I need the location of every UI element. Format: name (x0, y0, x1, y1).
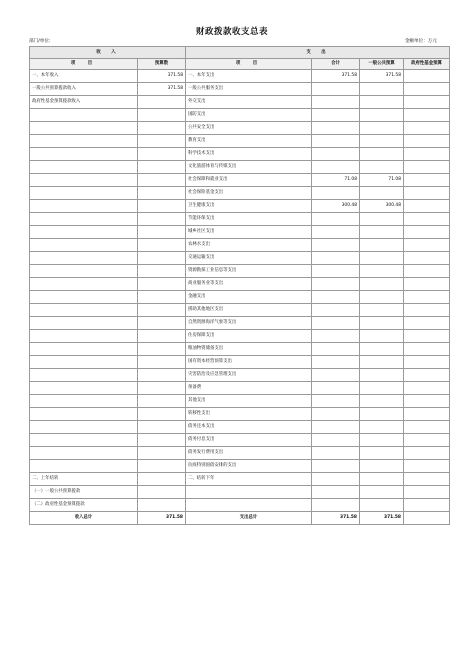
table-row (30, 434, 450, 447)
income-item-cell (30, 369, 138, 382)
expense-general-cell (360, 161, 404, 174)
income-item-cell (30, 447, 138, 460)
expense-general-cell: 71.08 (360, 174, 404, 187)
expense-item-cell: 抗疫特别国债安排的支出 (186, 460, 312, 473)
income-item-cell (30, 343, 138, 356)
expense-fund-cell (404, 109, 450, 122)
income-item-cell (30, 226, 138, 239)
table-row (30, 421, 450, 434)
expense-item-cell (186, 486, 312, 499)
expense-total-value: 371.58 (312, 512, 360, 525)
income-amount-cell (138, 395, 186, 408)
income-item-cell (30, 291, 138, 304)
expense-general-cell (360, 356, 404, 369)
table-row (30, 200, 450, 213)
table-row (30, 239, 450, 252)
expense-item-cell: 城乡社区支出 (186, 226, 312, 239)
expense-general-cell (360, 369, 404, 382)
expense-item-cell: 科学技术支出 (186, 148, 312, 161)
expense-general-cell (360, 226, 404, 239)
income-item-cell (30, 382, 138, 395)
expense-fund-cell (404, 213, 450, 226)
income-item-cell (30, 239, 138, 252)
expense-total-cell (312, 122, 360, 135)
income-amount-cell (138, 408, 186, 421)
expense-general-cell (360, 447, 404, 460)
expense-fund-cell (404, 460, 450, 473)
expense-total-cell (312, 317, 360, 330)
expense-total-cell (312, 304, 360, 317)
expense-total-cell (312, 148, 360, 161)
expense-fund-cell (404, 83, 450, 96)
budget-amount-header: 预算数 (138, 59, 186, 70)
expense-total-cell (312, 161, 360, 174)
expense-item-cell: 交通运输支出 (186, 252, 312, 265)
expense-general-total-value: 371.58 (360, 512, 404, 525)
income-item-cell (30, 109, 138, 122)
expense-fund-cell (404, 161, 450, 174)
expense-total-cell (312, 369, 360, 382)
expense-item-cell: 灾害防治及应急管理支出 (186, 369, 312, 382)
income-amount-cell (138, 421, 186, 434)
expense-total-cell: 71.08 (312, 174, 360, 187)
expense-item-cell: 外交支出 (186, 96, 312, 109)
income-amount-cell (138, 473, 186, 486)
table-row (30, 96, 450, 109)
table-row (30, 291, 450, 304)
expense-total-cell (312, 343, 360, 356)
income-total-value: 371.58 (138, 512, 186, 525)
table-row (30, 343, 450, 356)
expense-total-cell (312, 408, 360, 421)
table-row (30, 226, 450, 239)
expense-item-cell: 教育支出 (186, 135, 312, 148)
expense-item-cell: 一般公共服务支出 (186, 83, 312, 96)
expense-fund-cell (404, 395, 450, 408)
expense-fund-cell (404, 304, 450, 317)
income-total-label: 收入总计 (30, 512, 138, 525)
income-item-cell (30, 135, 138, 148)
income-item-cell (30, 161, 138, 174)
unit-label: 部门/单位: (29, 39, 51, 44)
income-amount-cell (138, 369, 186, 382)
income-item-cell (30, 278, 138, 291)
gov-fund-header: 政府性基金预算 (404, 59, 450, 70)
income-section-header: 收 入 (30, 47, 186, 59)
table-row (30, 369, 450, 382)
expense-item-cell: 资源勘探工业信息等支出 (186, 265, 312, 278)
expense-total-cell (312, 226, 360, 239)
expense-section-header: 支 出 (186, 47, 450, 59)
income-item-cell (30, 213, 138, 226)
table-row (30, 395, 450, 408)
expense-general-cell (360, 122, 404, 135)
income-item-cell (30, 148, 138, 161)
expense-fund-cell (404, 330, 450, 343)
income-amount-cell (138, 213, 186, 226)
table-row (30, 161, 450, 174)
table-row (30, 252, 450, 265)
expense-general-cell (360, 343, 404, 356)
expense-fund-cell (404, 382, 450, 395)
expense-general-cell (360, 382, 404, 395)
income-item-cell: 政府性基金预算拨款收入 (30, 96, 138, 109)
income-item-cell (30, 317, 138, 330)
income-item-cell: 一、本年收入 (30, 70, 138, 83)
expense-general-cell (360, 499, 404, 512)
expense-item-cell: 债务还本支出 (186, 421, 312, 434)
expense-general-cell (360, 486, 404, 499)
table-row (30, 408, 450, 421)
income-amount-cell (138, 161, 186, 174)
expense-fund-cell (404, 135, 450, 148)
expense-general-cell (360, 304, 404, 317)
expense-total-cell (312, 278, 360, 291)
expense-item-cell: 其他支出 (186, 395, 312, 408)
expense-fund-cell (404, 239, 450, 252)
expense-fund-cell (404, 174, 450, 187)
expense-total-cell (312, 213, 360, 226)
income-amount-cell (138, 187, 186, 200)
income-amount-cell (138, 317, 186, 330)
expense-total-cell (312, 96, 360, 109)
expense-fund-cell (404, 200, 450, 213)
table-row (30, 330, 450, 343)
income-item-cell (30, 265, 138, 278)
income-item-cell (30, 187, 138, 200)
expense-item-cell: 住房保障支出 (186, 330, 312, 343)
expense-total-cell (312, 356, 360, 369)
income-item-cell (30, 200, 138, 213)
expense-general-cell (360, 473, 404, 486)
expense-fund-cell (404, 486, 450, 499)
expense-general-cell (360, 317, 404, 330)
income-amount-cell (138, 265, 186, 278)
expense-general-cell (360, 408, 404, 421)
expense-item-cell: 商业服务业等支出 (186, 278, 312, 291)
expense-general-cell (360, 187, 404, 200)
expense-general-cell (360, 239, 404, 252)
expense-item-cell: 文化旅游体育与传媒支出 (186, 161, 312, 174)
expense-total-cell: 371.58 (312, 70, 360, 83)
expense-item-cell: 粮油物资储备支出 (186, 343, 312, 356)
income-amount-cell (138, 174, 186, 187)
expense-item-cell: 债务付息支出 (186, 434, 312, 447)
expense-total-cell (312, 291, 360, 304)
expense-total-label: 支出总计 (186, 512, 312, 525)
income-amount-cell (138, 382, 186, 395)
page-title: 财政拨款收支总表 (195, 27, 268, 37)
income-amount-cell (138, 109, 186, 122)
expense-general-cell: 371.58 (360, 70, 404, 83)
expense-total-cell (312, 395, 360, 408)
expense-fund-cell (404, 70, 450, 83)
income-amount-cell (138, 135, 186, 148)
income-amount-cell (138, 330, 186, 343)
income-item-cell (30, 304, 138, 317)
income-item-cell: 一般公共预算拨款收入 (30, 83, 138, 96)
income-amount-cell (138, 356, 186, 369)
expense-general-cell (360, 213, 404, 226)
expense-fund-cell (404, 187, 450, 200)
expense-item-cell: 二、结转下年 (186, 473, 312, 486)
income-item-cell: （一）一般公共预算拨款 (30, 486, 138, 499)
expense-item-cell: 卫生健康支出 (186, 200, 312, 213)
budget-summary-table (29, 46, 450, 525)
income-amount-cell (138, 460, 186, 473)
expense-fund-cell (404, 434, 450, 447)
expense-general-cell (360, 135, 404, 148)
income-amount-cell (138, 278, 186, 291)
table-row (30, 213, 450, 226)
expense-total-cell (312, 109, 360, 122)
expense-fund-cell (404, 369, 450, 382)
expense-item-cell (186, 499, 312, 512)
expense-fund-cell (404, 356, 450, 369)
income-item-cell (30, 395, 138, 408)
expense-total-cell: 300.48 (312, 200, 360, 213)
expense-fund-cell (404, 278, 450, 291)
expense-total-cell (312, 473, 360, 486)
expense-fund-cell (404, 252, 450, 265)
income-amount-cell (138, 96, 186, 109)
table-row (30, 304, 450, 317)
income-item-cell (30, 434, 138, 447)
expense-fund-cell (404, 226, 450, 239)
amount-unit-label: 金额单位：万元 (404, 39, 437, 44)
table-row (30, 486, 450, 499)
expense-item-cell: 一、本年支出 (186, 70, 312, 83)
section-header-row (30, 47, 450, 59)
income-item-cell (30, 330, 138, 343)
expense-item-cell: 预备费 (186, 382, 312, 395)
income-item-cell: 二、上年结转 (30, 473, 138, 486)
expense-general-cell (360, 252, 404, 265)
expense-general-cell (360, 434, 404, 447)
income-item-cell (30, 408, 138, 421)
income-amount-cell (138, 343, 186, 356)
expense-total-cell (312, 83, 360, 96)
expense-item-cell: 社会保障和就业支出 (186, 174, 312, 187)
expense-general-cell (360, 96, 404, 109)
income-item-cell (30, 122, 138, 135)
income-amount-cell (138, 434, 186, 447)
income-amount-cell (138, 486, 186, 499)
expense-fund-cell (404, 343, 450, 356)
income-amount-cell (138, 252, 186, 265)
expense-item-header: 项 目 (186, 59, 312, 70)
expense-item-cell: 自然资源海洋气象等支出 (186, 317, 312, 330)
table-row (30, 265, 450, 278)
table-row (30, 70, 450, 83)
expense-general-cell (360, 109, 404, 122)
income-amount-cell (138, 239, 186, 252)
expense-fund-cell (404, 122, 450, 135)
column-header-row (30, 59, 450, 70)
expense-general-cell (360, 265, 404, 278)
expense-item-cell: 社会保险基金支出 (186, 187, 312, 200)
income-amount-cell (138, 499, 186, 512)
income-amount-cell: 371.58 (138, 70, 186, 83)
income-item-header: 项 目 (30, 59, 138, 70)
expense-item-cell: 国有资本经营预算支出 (186, 356, 312, 369)
general-budget-header: 一般公共预算 (360, 59, 404, 70)
income-item-cell (30, 460, 138, 473)
table-row (30, 278, 450, 291)
expense-total-cell (312, 421, 360, 434)
expense-fund-cell (404, 473, 450, 486)
expense-total-cell (312, 460, 360, 473)
table-row (30, 317, 450, 330)
expense-general-cell (360, 421, 404, 434)
table-row (30, 473, 450, 486)
table-row (30, 447, 450, 460)
income-amount-cell (138, 447, 186, 460)
income-item-cell (30, 174, 138, 187)
expense-total-cell (312, 135, 360, 148)
expense-general-cell (360, 278, 404, 291)
income-item-cell: （二）政府性基金预算拨款 (30, 499, 138, 512)
table-row (30, 382, 450, 395)
expense-item-cell: 节能环保支出 (186, 213, 312, 226)
table-row (30, 148, 450, 161)
expense-item-cell: 援助其他地区支出 (186, 304, 312, 317)
expense-general-cell (360, 460, 404, 473)
expense-total-cell (312, 447, 360, 460)
expense-total-cell (312, 252, 360, 265)
expense-fund-cell (404, 499, 450, 512)
expense-total-cell (312, 486, 360, 499)
table-row (30, 83, 450, 96)
table-row (30, 460, 450, 473)
expense-fund-cell (404, 148, 450, 161)
expense-total-cell (312, 187, 360, 200)
expense-fund-total-value (404, 512, 450, 525)
expense-fund-cell (404, 421, 450, 434)
expense-total-cell (312, 239, 360, 252)
table-row (30, 499, 450, 512)
expense-item-cell: 农林水支出 (186, 239, 312, 252)
income-amount-cell (138, 148, 186, 161)
expense-item-cell: 金融支出 (186, 291, 312, 304)
expense-item-cell: 转移性支出 (186, 408, 312, 421)
income-amount-cell (138, 304, 186, 317)
expense-general-cell (360, 83, 404, 96)
expense-fund-cell (404, 447, 450, 460)
expense-item-cell: 公共安全支出 (186, 122, 312, 135)
expense-fund-cell (404, 317, 450, 330)
expense-fund-cell (404, 265, 450, 278)
income-item-cell (30, 356, 138, 369)
table-row (30, 356, 450, 369)
income-item-cell (30, 421, 138, 434)
expense-item-cell: 国防支出 (186, 109, 312, 122)
income-amount-cell (138, 122, 186, 135)
expense-general-cell (360, 395, 404, 408)
expense-fund-cell (404, 291, 450, 304)
table-row (30, 109, 450, 122)
expense-total-cell (312, 330, 360, 343)
income-amount-cell: 371.58 (138, 83, 186, 96)
income-amount-cell (138, 226, 186, 239)
expense-general-cell (360, 148, 404, 161)
expense-general-cell: 300.48 (360, 200, 404, 213)
expense-item-cell: 债务发行费用支出 (186, 447, 312, 460)
table-row (30, 122, 450, 135)
expense-total-cell (312, 265, 360, 278)
totals-row (30, 512, 450, 525)
income-amount-cell (138, 200, 186, 213)
income-amount-cell (138, 291, 186, 304)
total-header: 合计 (312, 59, 360, 70)
expense-total-cell (312, 434, 360, 447)
expense-general-cell (360, 291, 404, 304)
table-row (30, 135, 450, 148)
income-item-cell (30, 252, 138, 265)
table-row (30, 174, 450, 187)
table-row (30, 187, 450, 200)
expense-fund-cell (404, 408, 450, 421)
expense-fund-cell (404, 96, 450, 109)
expense-total-cell (312, 382, 360, 395)
expense-total-cell (312, 499, 360, 512)
expense-general-cell (360, 330, 404, 343)
